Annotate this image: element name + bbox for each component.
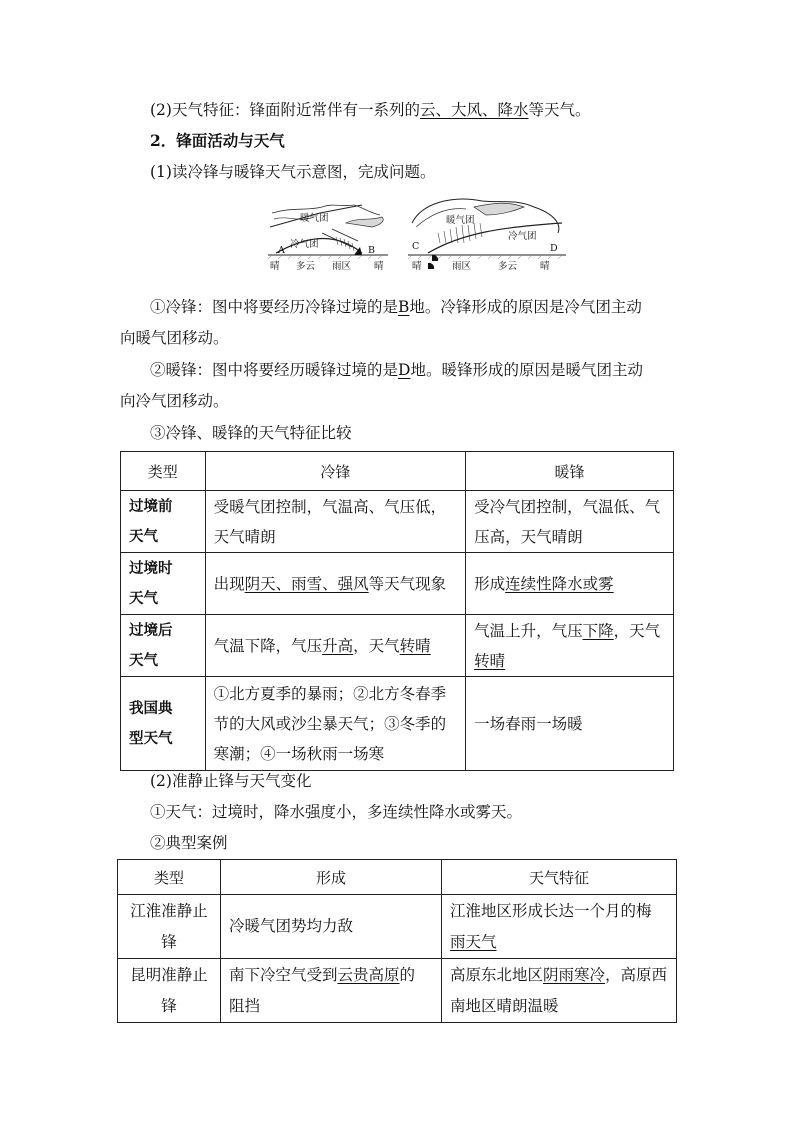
- table-header: 形成: [221, 860, 442, 895]
- table-row: [121, 553, 674, 615]
- warm-front-answer-cont: 向冷气团移动。: [120, 392, 229, 410]
- weather-label: 多云: [296, 261, 316, 272]
- quasi-front-case-table: [117, 859, 677, 1023]
- table-cell: 出现阴天、雨雪、强风等天气现象: [205, 553, 466, 615]
- row-label: 过境后 天气: [121, 615, 206, 677]
- weather-label: 晴: [412, 261, 422, 272]
- table-header-row: [118, 860, 677, 895]
- row-label: 过境时 天气: [121, 553, 206, 615]
- section-heading: 2．锋面活动与天气: [150, 131, 285, 150]
- weather-label: 多云: [498, 261, 518, 272]
- question-text: (1)读冷锋与暖锋天气示意图，完成问题。: [150, 163, 436, 181]
- table-cell: 形成连续性降水或雾: [466, 553, 674, 615]
- row-label: 我国典 型天气: [121, 677, 206, 771]
- table-row: [118, 959, 677, 1023]
- warm-front-answer: ②暖锋：图中将要经历暖锋过境的是D地。暖锋形成的原因是暖气团主动: [150, 361, 643, 379]
- table-cell: 江淮地区形成长达一个月的梅 雨天气: [442, 895, 677, 959]
- quasi-stationary-title: (2)准静止锋与天气变化: [150, 772, 312, 790]
- point-label: B: [368, 245, 375, 256]
- table-header: 暖锋: [466, 452, 674, 491]
- table-row: [121, 615, 674, 677]
- answer-underline: D: [398, 361, 411, 379]
- table-header-row: [121, 452, 674, 491]
- warm-air-mass-label: 暖气团: [300, 213, 329, 224]
- front-diagram-svg: [262, 193, 572, 275]
- weather-label: 雨区: [332, 261, 352, 272]
- point-label: D: [550, 243, 558, 254]
- weather-label: 晴: [540, 261, 550, 272]
- point-label: A: [278, 245, 285, 256]
- table-cell: ①北方夏季的暴雨；②北方冬春季 节的大风或沙尘暴天气；③冬季的 寒潮；④一场秋雨一场寒: [205, 677, 466, 771]
- point-label: C: [412, 241, 420, 252]
- front-comparison-table: [120, 451, 674, 771]
- table-row: [121, 491, 674, 553]
- weather-label: 晴: [374, 261, 384, 272]
- table-cell: 一场春雨一场暖: [466, 677, 674, 771]
- table-cell: 高原东北地区阴雨寒冷，高原西 南地区晴朗温暖: [442, 959, 677, 1023]
- table-cell: 受暖气团控制，气温高、气压低， 天气晴朗: [205, 491, 466, 553]
- row-label: 过境前 天气: [121, 491, 206, 553]
- warm-front-symbol: [428, 263, 434, 269]
- cold-air-mass-label: 冷气团: [290, 239, 319, 250]
- table-cell: 冷暖气团势均力敌: [221, 895, 442, 959]
- cold-air-mass-label: 冷气团: [508, 231, 537, 242]
- table-header: 类型: [118, 860, 221, 895]
- table-cell: 气温下降，气压升高，天气转晴: [205, 615, 466, 677]
- warm-air-mass-label: 暖气团: [446, 215, 475, 226]
- warm-front-diagram: [408, 199, 566, 272]
- table-header: 冷锋: [205, 452, 466, 491]
- paragraph-weather-features: (2)天气特征：锋面附近常伴有一系列的云、大风、降水等天气。: [150, 101, 591, 119]
- front-diagram: [262, 193, 572, 275]
- warm-front-symbol: [432, 255, 438, 261]
- table-cell: 气温上升，气压下降，天气 转晴: [466, 615, 674, 677]
- cold-front-diagram: [268, 205, 388, 272]
- weather-label: 雨区: [452, 261, 472, 272]
- table-header: 天气特征: [442, 860, 677, 895]
- comparison-title: ③冷锋、暖锋的天气特征比较: [150, 424, 352, 442]
- cold-front-answer: ①冷锋：图中将要经历冷锋过境的是B地。冷锋形成的原因是冷气团主动: [150, 298, 642, 316]
- answer-underline: 云、大风、降水: [419, 101, 529, 119]
- cold-front-answer-cont: 向暖气团移动。: [120, 329, 229, 347]
- table-row: [121, 677, 674, 771]
- table-row: [118, 895, 677, 959]
- answer-underline: B: [398, 298, 410, 316]
- weather-label: 晴: [270, 261, 280, 272]
- table-cell: 南下冷空气受到云贵高原的 阻挡: [221, 959, 442, 1023]
- row-label: 昆明准静止 锋: [118, 959, 221, 1023]
- table-header: 类型: [121, 452, 206, 491]
- row-label: 江淮准静止 锋: [118, 895, 221, 959]
- table-cell: 受冷气团控制，气温低、气 压高，天气晴朗: [466, 491, 674, 553]
- typical-cases-title: ②典型案例: [150, 834, 228, 852]
- quasi-stationary-weather: ①天气：过境时，降水强度小，多连续性降水或雾天。: [150, 803, 523, 821]
